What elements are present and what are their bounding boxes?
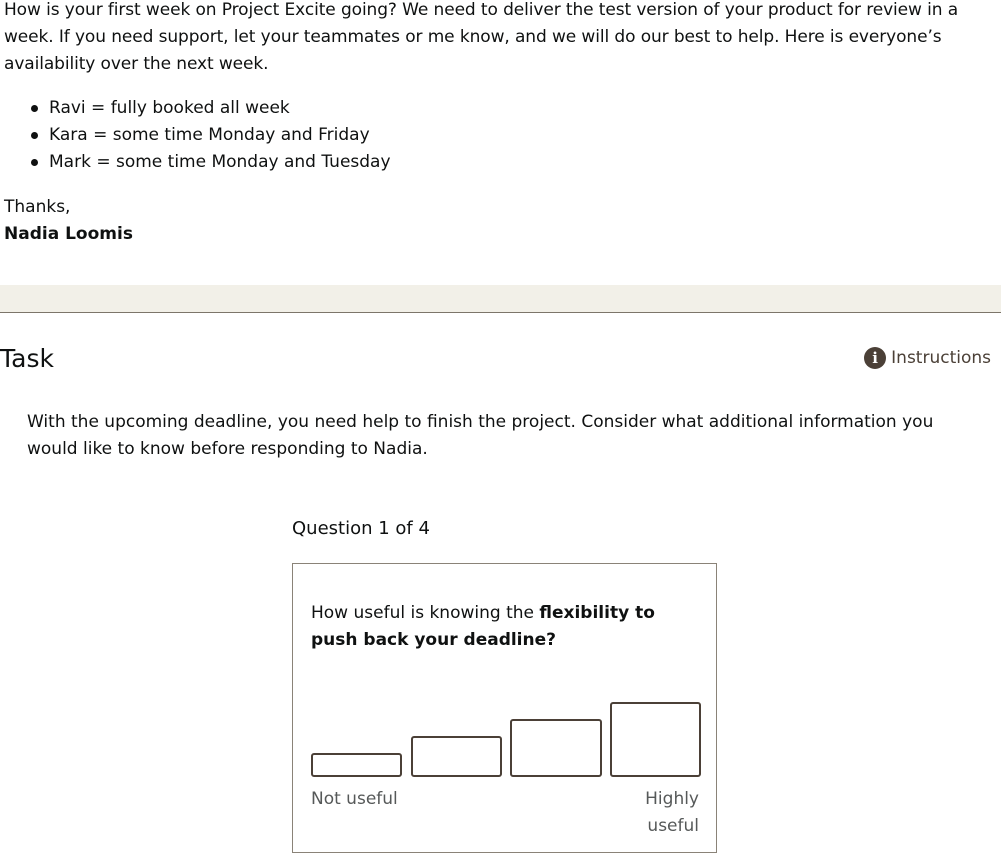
scale-high-label: Highly useful	[645, 789, 699, 836]
section-divider	[0, 285, 1001, 313]
list-item: Kara = some time Monday and Friday	[30, 122, 391, 149]
prompt-text: How useful is knowing the	[311, 603, 540, 623]
list-item: Mark = some time Monday and Tuesday	[30, 149, 391, 176]
scale-low-label: Not useful	[311, 789, 398, 809]
list-item: Ravi = fully booked all week	[30, 95, 391, 122]
instructions-label: Instructions	[891, 348, 991, 368]
task-title: Task	[0, 344, 54, 373]
availability-list	[30, 95, 391, 176]
info-icon: i	[864, 347, 886, 369]
instructions-link[interactable]	[864, 346, 991, 370]
rating-option-3[interactable]	[510, 719, 602, 777]
task-description: With the upcoming deadline, you need help to finish the project. Consider what additional information you would like to know before responding to Nadia.	[27, 412, 934, 459]
closing-text: Thanks,	[4, 197, 71, 217]
rating-option-4[interactable]	[610, 702, 701, 777]
email-intro: How is your first week on Project Excite going? We need to deliver the test version of your product for review in a week. If you need support, let your teammates or me know, and we will do our best to help. Here is everyone’s availability over the next week.	[4, 0, 959, 74]
question-prompt	[311, 600, 706, 654]
question-counter: Question 1 of 4	[292, 518, 430, 539]
prompt-emphasis: flexibility to push back your deadline?	[311, 603, 655, 650]
rating-option-2[interactable]	[411, 736, 502, 777]
sender-name: Nadia Loomis	[4, 224, 133, 244]
email-body	[0, 0, 1001, 172]
rating-option-1[interactable]	[311, 753, 402, 777]
email-signoff	[4, 194, 133, 248]
question-card	[292, 563, 717, 853]
